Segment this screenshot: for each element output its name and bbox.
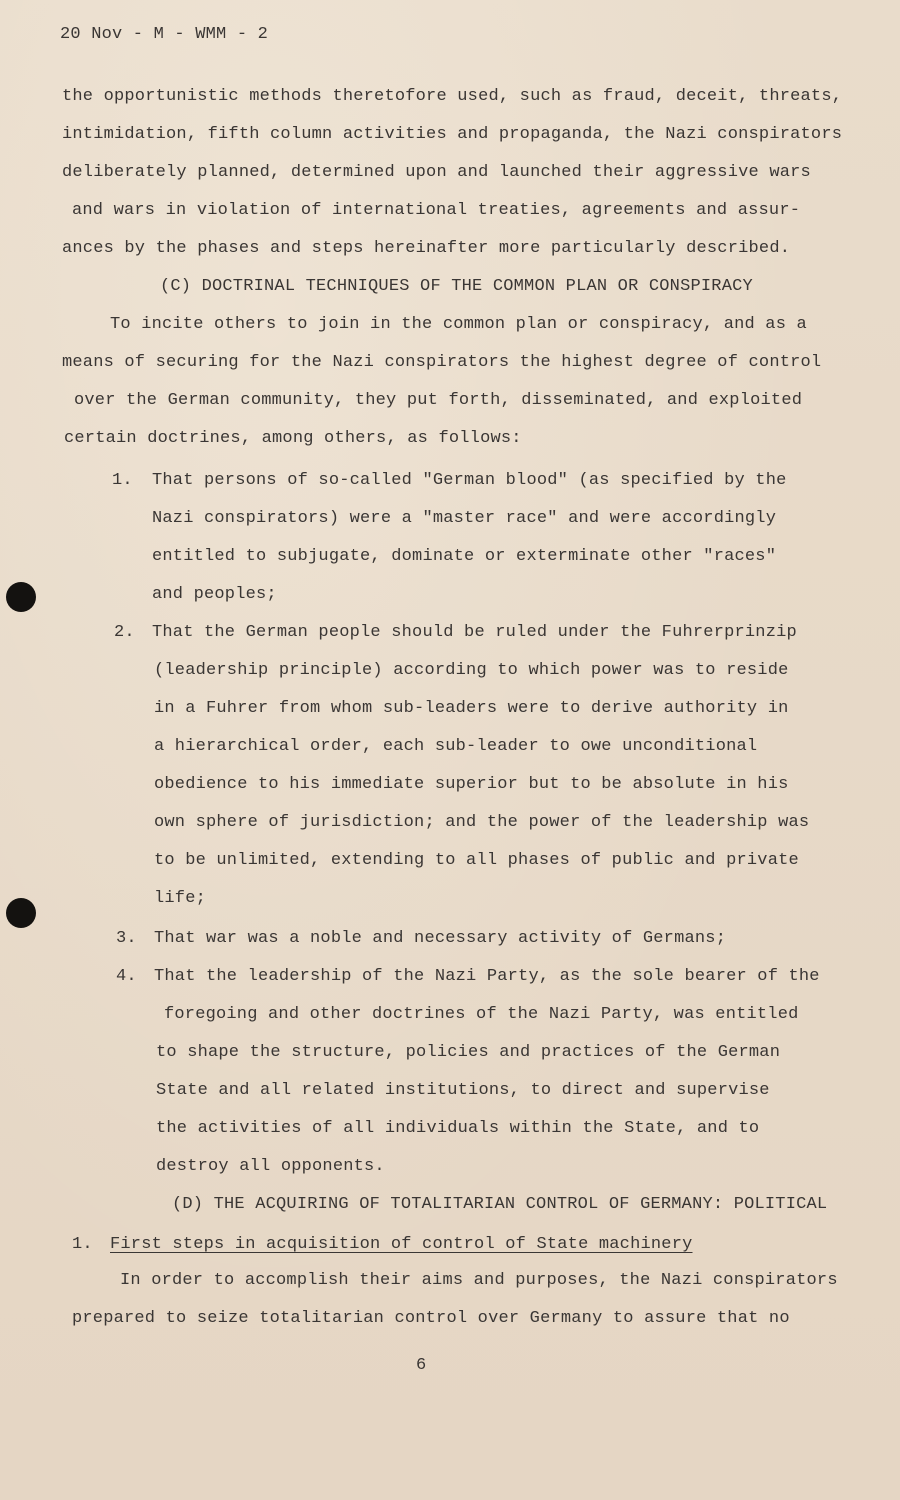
list-item-2-line8: life; [154,889,207,908]
section-d-para-line2: prepared to seize totalitarian control over Germany to assure that no [72,1309,790,1328]
list-item-4-line2: foregoing and other doctrines of the Nazi Party, was entitled [164,1005,799,1024]
list-item-2-line2: (leadership principle) according to which power was to reside [154,661,789,680]
list-item-2-line6: own sphere of jurisdiction; and the power of the leadership was [154,813,810,832]
section-c-intro-line1: To incite others to join in the common plan or conspiracy, and as a [110,315,807,334]
list-item-4-line4: State and all related institutions, to direct and supervise [156,1081,770,1100]
punch-hole-bottom [6,898,36,928]
section-c-intro-line2: means of securing for the Nazi conspirators the highest degree of control [62,353,822,372]
section-c-intro-line4: certain doctrines, among others, as follows: [64,429,522,448]
para1-line1: the opportunistic methods theretofore used, such as fraud, deceit, threats, [62,87,843,106]
list-item-2-line4: a hierarchical order, each sub-leader to owe unconditional [154,737,758,756]
subsection-1-title: First steps in acquisition of control of State machinery [110,1235,693,1254]
list-item-4-number: 4. [116,967,137,986]
page-number: 6 [416,1356,427,1375]
section-c-heading: (C) DOCTRINAL TECHNIQUES OF THE COMMON PLAN OR CONSPIRACY [160,277,753,296]
list-item-2-line5: obedience to his immediate superior but to be absolute in his [154,775,789,794]
list-item-1-line2: Nazi conspirators) were a "master race" and were accordingly [152,509,777,528]
list-item-1-line1: That persons of so-called "German blood" (as specified by the [152,471,787,490]
para1-line4: and wars in violation of international treaties, agreements and assur- [72,201,801,220]
list-item-2-number: 2. [114,623,135,642]
section-c-intro-line3: over the German community, they put forth, disseminated, and exploited [74,391,803,410]
punch-hole-top [6,582,36,612]
list-item-1-line4: and peoples; [152,585,277,604]
list-item-3-number: 3. [116,929,137,948]
list-item-2-line3: in a Fuhrer from whom sub-leaders were to derive authority in [154,699,789,718]
list-item-2-line7: to be unlimited, extending to all phases of public and private [154,851,799,870]
para1-line5: ances by the phases and steps hereinafter more particularly described. [62,239,791,258]
list-item-4-line6: destroy all opponents. [156,1157,385,1176]
section-d-heading: (D) THE ACQUIRING OF TOTALITARIAN CONTROL OF GERMANY: POLITICAL [172,1195,828,1214]
list-item-1-line3: entitled to subjugate, dominate or exterminate other "races" [152,547,777,566]
list-item-2-line1: That the German people should be ruled under the Fuhrerprinzip [152,623,797,642]
list-item-1-number: 1. [112,471,133,490]
para1-line3: deliberately planned, determined upon and launched their aggressive wars [62,163,811,182]
subsection-1-number: 1. [72,1235,93,1254]
list-item-3-line1: That war was a noble and necessary activity of Germans; [154,929,727,948]
list-item-4-line5: the activities of all individuals within the State, and to [156,1119,760,1138]
para1-line2: intimidation, fifth column activities and propaganda, the Nazi conspirators [62,125,843,144]
page-header: 20 Nov - M - WMM - 2 [60,25,269,44]
list-item-4-line1: That the leadership of the Nazi Party, as the sole bearer of the [154,967,820,986]
section-d-para-line1: In order to accomplish their aims and purposes, the Nazi conspirators [120,1271,838,1290]
list-item-4-line3: to shape the structure, policies and practices of the German [156,1043,781,1062]
